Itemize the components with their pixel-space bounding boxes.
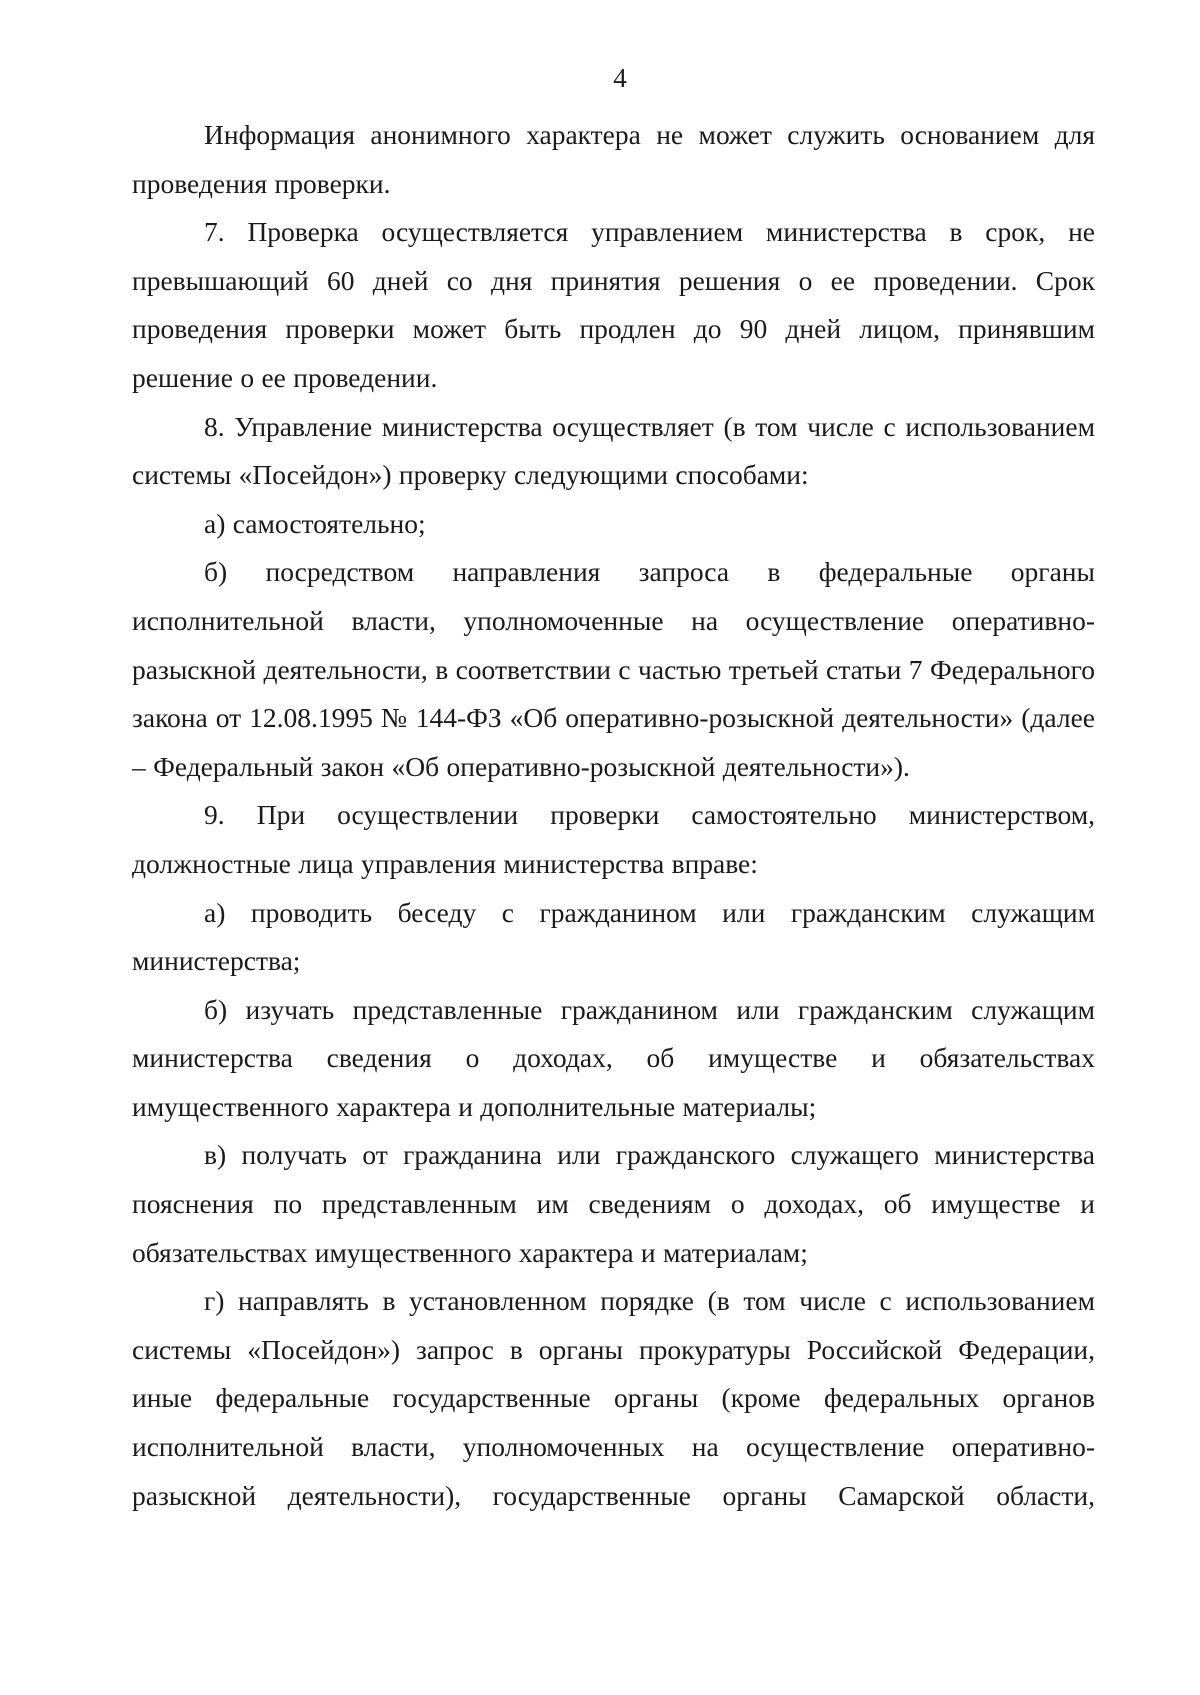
paragraph-9-officials-rights: 9. При осуществлении проверки самостоятельно министерством, должностные лица управления министерства вправе: [132,799,1095,879]
paragraph-anonymous-info: Информация анонимного характера не может служить основанием для проведения проверки. [132,119,1095,199]
paragraph-9a-conversation: а) проводить беседу с гражданином или гражданским служащим министерства; [132,896,1095,977]
paragraph-8-check-methods: 8. Управление министерства осуществляет (в том числе с использованием системы «Посейдон») проверку следующими способами: [132,410,1095,491]
paragraph-8b-request: б) посредством направления запроса в федеральные органы исполнительной власти, уполномоченные на осуществление оперативно-разыскной деятельности, в соответствии с частью третьей статьи 7 Федерального закона от 12.08.1995 № 144-ФЗ «Об оперативно-розыскной деятельности» (далее – Федеральный закон «Об оперативно-розыскной деятельности»). [132,556,1095,782]
page-number: 4 [613,63,627,93]
paragraph-9v-explanations: в) получать от гражданина или гражданского служащего министерства пояснения по представленным им сведениям о доходах, об имуществе и обязательствах имущественного характера и материалам; [132,1139,1095,1268]
paragraph-8a-independently: а) самостоятельно; [204,507,426,539]
paragraph-9b-study-information: б) изучать представленные гражданином или гражданским служащим министерства сведения о доходах, об имуществе и обязательствах имущественного характера и дополнительные материалы; [132,993,1095,1122]
document-body [132,111,1095,1520]
paragraph-7-check-term: 7. Проверка осуществляется управлением министерства в срок, не превышающий 60 дней со дня принятия решения о ее проведении. Срок проведения проверки может быть продлен до 90 дней лицом, принявшим решение о ее проведении. [132,216,1095,393]
paragraph-9g-send-requests: г) направлять в установленном порядке (в том числе с использованием системы «Посейдон») запрос в органы прокуратуры Российской Федерации, иные федеральные государственные органы (кроме федеральных органов исполнительной власти, уполномоченных на осуществление оперативно-разыскной деятельности), государственные органы Самарской области, [132,1285,1095,1511]
